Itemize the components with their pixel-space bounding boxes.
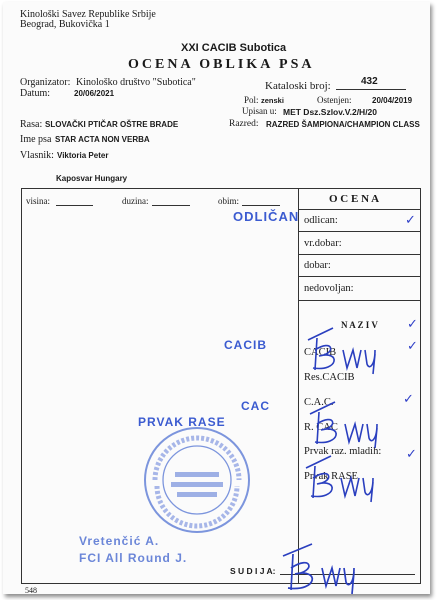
dog-name-value: STAR ACTA NON VERBA [55,135,150,144]
grade-header: O C E N A [329,193,380,205]
judge-signature-2 [305,394,395,449]
grade-row-insufficient [299,277,420,301]
judge-label: S U D I J A: [230,566,276,576]
title-res-cacib: Res.CACIB [304,372,355,383]
organizer-value: Kinološko društvo "Subotica" [76,77,196,88]
club-seal-stamp [141,424,253,536]
grade-header-cell [299,189,420,210]
date-label: Datum: [20,88,50,99]
date-value: 20/06/2021 [74,89,115,98]
judge-stamp-line-2: FCI All Round J. [79,551,188,565]
height-line [56,195,93,206]
height-label: visina: [26,196,50,206]
title-best-of-breed: Prvak RASE [304,471,358,482]
grade-row-very-good [299,232,420,255]
checkmark-nazivi-icon: ✓ [407,317,418,332]
checkmark-best-of-breed-icon: ✓ [406,447,417,462]
page-number: 548 [25,586,37,595]
title-cacib: CACIB [304,347,337,358]
dog-name-label: Ime psa [20,134,52,145]
girth-label: obim: [218,196,240,206]
grade-good-label: dobar: [304,260,331,271]
judge-signature-1 [303,320,393,375]
catalog-value: 432 [361,76,378,87]
judge-signature-3 [301,448,396,503]
title-cac: C.A.C. [304,397,334,408]
grade-excellent-label: odlican: [304,215,338,226]
event-title: XXI CACIB Subotica [181,42,287,54]
grade-insufficient-label: nedovoljan: [304,283,354,294]
owner-value: Viktoria Peter [57,151,109,160]
born-value: 20/04/2019 [372,96,413,105]
judge-stamp-line-1: Vretenčić A. [79,534,160,548]
sex-label: Pol: [244,95,259,105]
judge-signature-main [278,540,378,595]
grade-column [298,189,420,583]
length-line [152,195,190,206]
organizer-label: Organizator: [20,77,71,88]
grade-row-good [299,255,420,277]
breed-value: SLOVAČKI PTIČAR OŠTRE BRADE [45,120,179,129]
registered-value: MET Dsz.Szlov.V.2/H/20 [283,107,378,117]
evaluation-form [3,2,430,594]
owner-label: Vlasnik: [20,150,54,161]
checkmark-cac-icon: ✓ [403,392,414,407]
grade-row-excellent [299,210,420,232]
checkmark-excellent-icon: ✓ [405,213,416,228]
class-value: RAZRED ŠAMPIONA/CHAMPION CLASS [266,120,420,129]
breed-label: Rasa: [20,119,43,130]
owner-city: Kaposvar Hungary [56,174,128,183]
length-label: duzina: [122,196,149,206]
title-res-cac: R. CAC [304,422,338,433]
stamp-cac: CAC [241,399,270,413]
titles-header: N A Z I V [341,320,378,330]
stamp-cacib: CACIB [224,338,267,352]
checkmark-cacib-icon: ✓ [407,339,418,354]
registered-label: Upisan u: [242,106,277,116]
stamp-best-of-breed: PRVAK RASE [138,415,226,429]
title-junior-winner: Prvak raz. mladih: [304,446,382,457]
catalog-label: Kataloski broj: [265,80,331,92]
grade-very-good-label: vr.dobar: [304,238,342,249]
org-line-1: Kinološki Savez Republike Srbije [20,9,156,20]
class-label: Razred: [229,119,259,129]
sex-value: zenski [261,96,284,105]
stamp-excellent: ODLIČAN [233,209,300,224]
form-title: OCENA OBLIKA PSA [128,57,315,72]
girth-line [242,195,280,206]
born-label: Ostenjen: [317,95,352,105]
org-line-2: Beograd, Bukovička 1 [20,19,110,30]
